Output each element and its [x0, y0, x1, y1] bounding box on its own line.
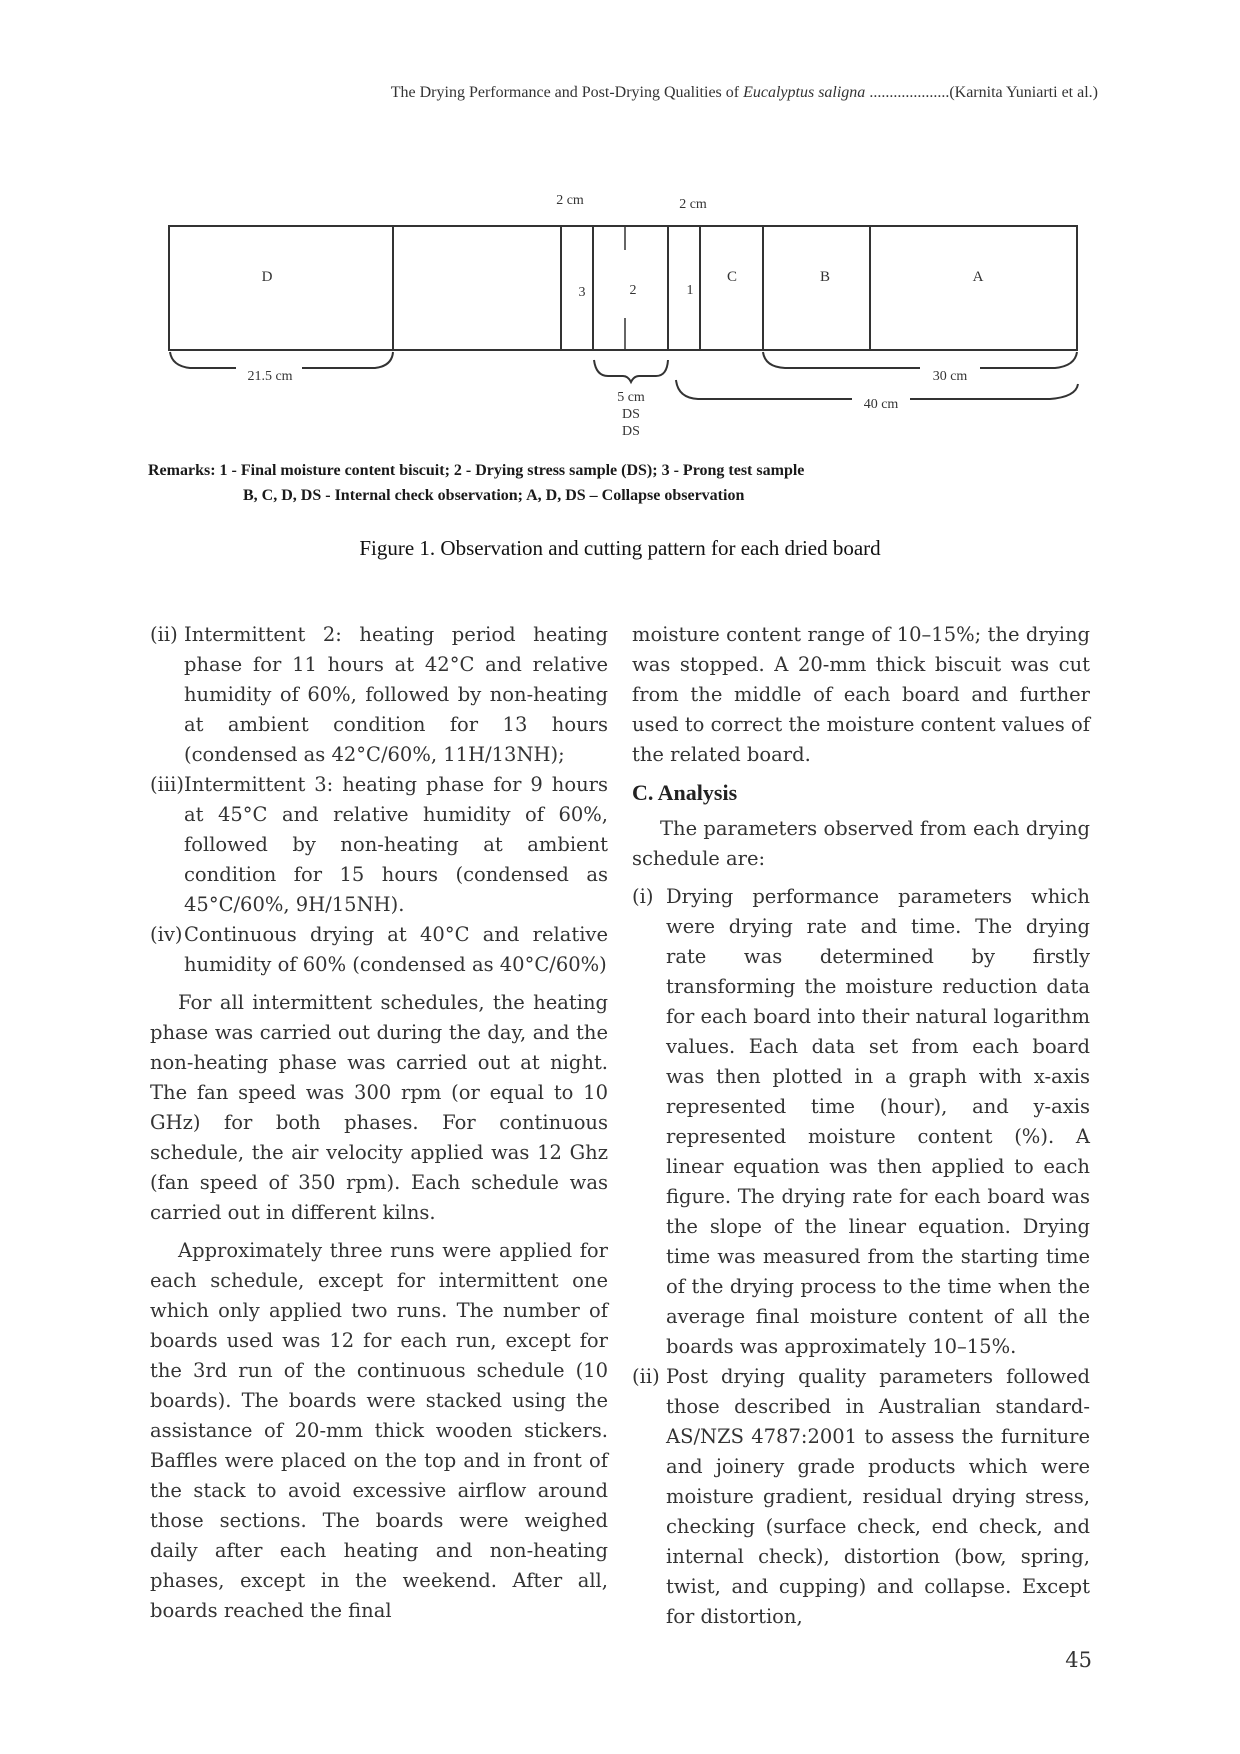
- list-item-text: Post drying quality parameters followed those described in Australian standard-AS/NZS 4787:2001 to assess the furniture and joinery grade products which were moisture gradient, residual drying stress, checking (surface check, end check, and internal check), distortion (bow, spring, twist, and cupping) and collapse. Except for distortion,: [666, 1365, 1090, 1628]
- paragraph: Approximately three runs were applied for each schedule, except for intermittent one which only applied two runs. The number of boards used was 12 for each run, except for the 3rd run of the continuous schedule (10 boards). The boards were stacked using the assistance of 20-mm thick wooden stickers. Baffles were placed on the top and in front of the stack to avoid excessive airflow around those sections. The boards were weighed daily after each heating and non-heating phases, except in the weekend. After all, boards reached the final: [150, 1239, 608, 1622]
- list-item-number: (i): [632, 885, 654, 908]
- list-item: [150, 620, 608, 770]
- list-item-text: Drying performance parameters which were drying rate and time. The drying rate was determined by firstly transforming the moisture reduction data for each board into their natural logarithm values. Each data set from each board was then plotted in a graph with x-axis represented time (hour), and y-axis represented moisture content (%). A linear equation was then applied to each figure. The drying rate for each board was the slope of the linear equation. Drying time was measured from the starting time of the drying process to the time when the average final moisture content of all the boards was approximately 10–15%.: [666, 885, 1090, 1358]
- header-title-post: ....................(Karnita Yuniarti et al.): [865, 84, 1098, 101]
- list-item-number: (iv): [150, 923, 183, 946]
- list-item-number: (iii): [150, 773, 184, 796]
- section-heading: C. Analysis: [632, 780, 738, 805]
- list-item: [632, 882, 1090, 1362]
- bracket-5cm: [594, 360, 668, 382]
- dim-label-ds: DS: [622, 424, 640, 439]
- figure-remarks-line1: Remarks: 1 - Final moisture content biscuit; 2 - Drying stress sample (DS); 3 - Prong test sample: [148, 462, 805, 479]
- section-label-2: 2: [629, 283, 637, 298]
- list-item-number: (ii): [150, 623, 178, 646]
- dim-label-21-5cm: 21.5 cm: [247, 369, 293, 384]
- list-item-number: (ii): [632, 1365, 660, 1388]
- dim-label-30cm: 30 cm: [932, 369, 968, 384]
- top-label-2cm: 2 cm: [556, 193, 584, 208]
- list-item: [150, 920, 608, 980]
- section-label-a: A: [972, 269, 984, 285]
- list-item: [632, 1362, 1090, 1632]
- section-label-1: 1: [686, 283, 694, 298]
- section-label-3: 3: [578, 285, 586, 300]
- list-item-text: Continuous drying at 40°C and relative humidity of 60% (condensed as 40°C/60%): [184, 923, 608, 976]
- dim-label-40cm: 40 cm: [863, 397, 899, 412]
- figure-remarks-line2: B, C, D, DS - Internal check observation; A, D, DS – Collapse observation: [243, 487, 745, 504]
- paragraph: For all intermittent schedules, the heating phase was carried out during the day, and the non-heating phase was carried out at night. The fan speed was 300 rpm (or equal to 10 GHz) for both phases. For continuous schedule, the air velocity applied was 12 Ghz (fan speed of 350 rpm). Each schedule was carried out in different kilns.: [150, 991, 608, 1224]
- cutting-pattern-diagram: [0, 0, 1240, 460]
- board-outline: [169, 226, 1077, 350]
- section-label-b: B: [819, 269, 831, 285]
- dim-label-5cm: 5 cm: [617, 390, 645, 405]
- list-item-text: Intermittent 2: heating period heating phase for 11 hours at 42°C and relative humidity of 60%, followed by non-heating at ambient condition for 13 hours (condensed as 42°C/60%, 11H/13NH);: [184, 623, 608, 766]
- paragraph: The parameters observed from each drying schedule are:: [632, 817, 1090, 870]
- dim-label-ds: DS: [622, 407, 640, 422]
- header-title-pre: The Drying Performance and Post-Drying Qualities of: [390, 84, 744, 101]
- figure-caption: Figure 1. Observation and cutting pattern for each dried board: [359, 536, 881, 560]
- paragraph: moisture content range of 10–15%; the drying was stopped. A 20-mm thick biscuit was cut from the middle of each board and further used to correct the moisture content values of the related board.: [632, 623, 1090, 766]
- header-title-italic: Eucalyptus saligna: [743, 84, 866, 101]
- right-column: [632, 620, 1090, 1632]
- page-number: 45: [1065, 1648, 1092, 1672]
- list-item-text: Intermittent 3: heating phase for 9 hours at 45°C and relative humidity of 60%, followed by non-heating at ambient condition for 15 hours (condensed as 45°C/60%, 9H/15NH).: [184, 773, 608, 916]
- left-column: [150, 620, 608, 1634]
- section-label-c: C: [726, 269, 738, 285]
- top-label-2cm: 2 cm: [679, 197, 707, 212]
- list-item: [150, 770, 608, 920]
- section-label-d: D: [261, 269, 273, 285]
